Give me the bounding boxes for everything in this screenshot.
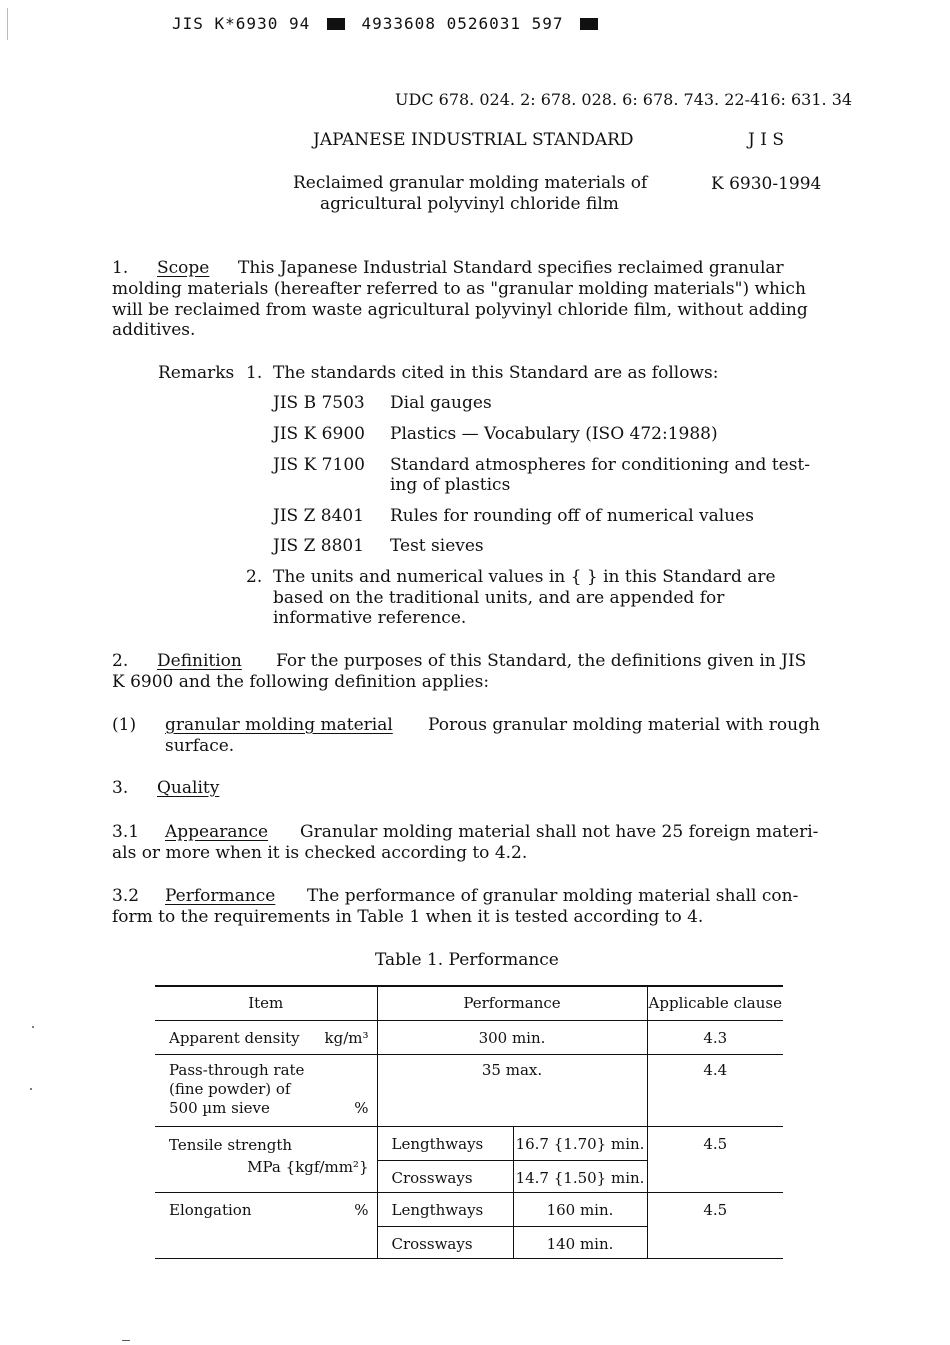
quality-number: 3. (112, 778, 129, 798)
item-label: Elongation (169, 1200, 252, 1219)
clause-cell: 4.4 (647, 1054, 783, 1126)
item-cell (155, 1126, 377, 1192)
definition-number: 2. (112, 651, 129, 671)
appearance-heading: Appearance (165, 822, 269, 842)
item-label: (fine powder) of (169, 1079, 291, 1098)
reference-title: Dial gauges (390, 393, 492, 413)
scan-margin-line (7, 8, 8, 40)
item-cell (155, 1192, 377, 1258)
clause-cell: 4.3 (647, 1020, 783, 1054)
page-header-code (172, 14, 598, 33)
remarks-item-2-number: 2. (246, 567, 263, 587)
definition-item-number: (1) (112, 715, 137, 735)
value-cell: 35 max. (377, 1054, 647, 1126)
value-cell: 300 min. (377, 1020, 647, 1054)
scan-speck (30, 1088, 32, 1090)
item-label: Pass-through rate (169, 1060, 305, 1079)
item-unit: MPa {kgf/mm²} (247, 1157, 369, 1176)
value-cell: 14.7 {1.50} min. (513, 1160, 647, 1192)
item-label: Apparent density (169, 1028, 300, 1047)
remarks-item-2-line-1: The units and numerical values in { } in this Standard are (273, 567, 776, 587)
definition-term: granular molding material (165, 715, 393, 735)
scope-line-3: will be reclaimed from waste agricultural polyvinyl chloride film, without adding (112, 300, 808, 320)
jis-mark: J I S (748, 130, 784, 150)
reference-code: JIS K 6900 (273, 424, 365, 444)
reference-title-continued: ing of plastics (390, 475, 511, 495)
item-cell (155, 1054, 377, 1126)
appearance-number: 3.1 (112, 822, 140, 842)
scope-line-2: molding materials (hereafter referred to as "granular molding materials") which (112, 279, 806, 299)
appearance-line-1: Granular molding material shall not have 25 foreign materi- (300, 822, 819, 842)
remarks-item-1-text: The standards cited in this Standard are as follows: (273, 363, 719, 383)
performance-line-2: form to the requirements in Table 1 when it is tested according to 4. (112, 907, 704, 927)
reference-title: Test sieves (390, 536, 484, 556)
remarks-item-2-line-2: based on the traditional units, and are appended for (273, 588, 725, 608)
header-block-mark (327, 18, 345, 30)
appearance-line-2: als or more when it is checked according to 4.2. (112, 843, 528, 863)
value-cell: 16.7 {1.70} min. (513, 1126, 647, 1160)
header-cell-item: Item (155, 986, 377, 1020)
remarks-item-2-line-3: informative reference. (273, 608, 467, 628)
clause-cell: 4.5 (647, 1126, 783, 1192)
table-row (155, 1054, 783, 1126)
header-code-part1: JIS K*6930 94 (172, 14, 311, 33)
direction-cell: Lengthways (377, 1126, 513, 1160)
item-unit: kg/m³ (324, 1028, 369, 1047)
reference-code: JIS B 7503 (273, 393, 365, 413)
definition-description-1: Porous granular molding material with rough (428, 715, 820, 735)
header-cell-clause: Applicable clause (647, 986, 783, 1020)
reference-title: Rules for rounding off of numerical values (390, 506, 754, 526)
remarks-item-1-number: 1. (246, 363, 263, 383)
remarks-label: Remarks (158, 363, 235, 383)
scan-speck (32, 1026, 34, 1028)
table-header-row (155, 986, 783, 1020)
quality-heading: Quality (157, 778, 220, 798)
performance-table (155, 985, 783, 1259)
table-row (155, 1020, 783, 1054)
reference-title: Plastics — Vocabulary (ISO 472:1988) (390, 424, 718, 444)
value-cell: 160 min. (513, 1192, 647, 1226)
title-line-1: Reclaimed granular molding materials of (293, 173, 648, 193)
item-label: 500 µm sieve (169, 1098, 270, 1117)
reference-title: Standard atmospheres for conditioning and test- (390, 455, 811, 475)
item-unit: % (354, 1098, 369, 1117)
reference-code: JIS Z 8401 (273, 506, 365, 526)
scan-speck (122, 1340, 130, 1341)
reference-code: JIS Z 8801 (273, 536, 365, 556)
performance-heading: Performance (165, 886, 276, 906)
scope-heading: Scope (157, 258, 210, 278)
table-row (155, 1192, 783, 1226)
scope-number: 1. (112, 258, 129, 278)
definition-description-2: surface. (165, 736, 235, 756)
definition-line-1: For the purposes of this Standard, the definitions given in JIS (276, 651, 807, 671)
performance-line-1: The performance of granular molding material shall con- (307, 886, 799, 906)
value-cell: 140 min. (513, 1226, 647, 1258)
performance-number: 3.2 (112, 886, 140, 906)
header-code-part2: 4933608 0526031 597 (361, 14, 564, 33)
scope-line-4: additives. (112, 320, 196, 340)
title-line-2: agricultural polyvinyl chloride film (320, 194, 619, 214)
standard-number: K 6930-1994 (711, 174, 822, 194)
definition-heading: Definition (157, 651, 242, 671)
table-row (155, 1126, 783, 1160)
table-caption: Table 1. Performance (375, 950, 559, 970)
direction-cell: Lengthways (377, 1192, 513, 1226)
definition-line-2: K 6900 and the following definition applies: (112, 672, 490, 692)
udc-number: UDC 678. 024. 2: 678. 028. 6: 678. 743. 22-416: 631. 34 (395, 90, 853, 109)
standard-organization: JAPANESE INDUSTRIAL STANDARD (313, 130, 634, 150)
direction-cell: Crossways (377, 1226, 513, 1258)
item-label: Tensile strength (169, 1135, 293, 1154)
clause-cell: 4.5 (647, 1192, 783, 1258)
direction-cell: Crossways (377, 1160, 513, 1192)
header-cell-performance: Performance (377, 986, 647, 1020)
reference-code: JIS K 7100 (273, 455, 365, 475)
header-block-mark (580, 18, 598, 30)
item-cell (155, 1020, 377, 1054)
item-unit: % (354, 1200, 369, 1219)
scope-line-1: This Japanese Industrial Standard specifies reclaimed granular (238, 258, 784, 278)
